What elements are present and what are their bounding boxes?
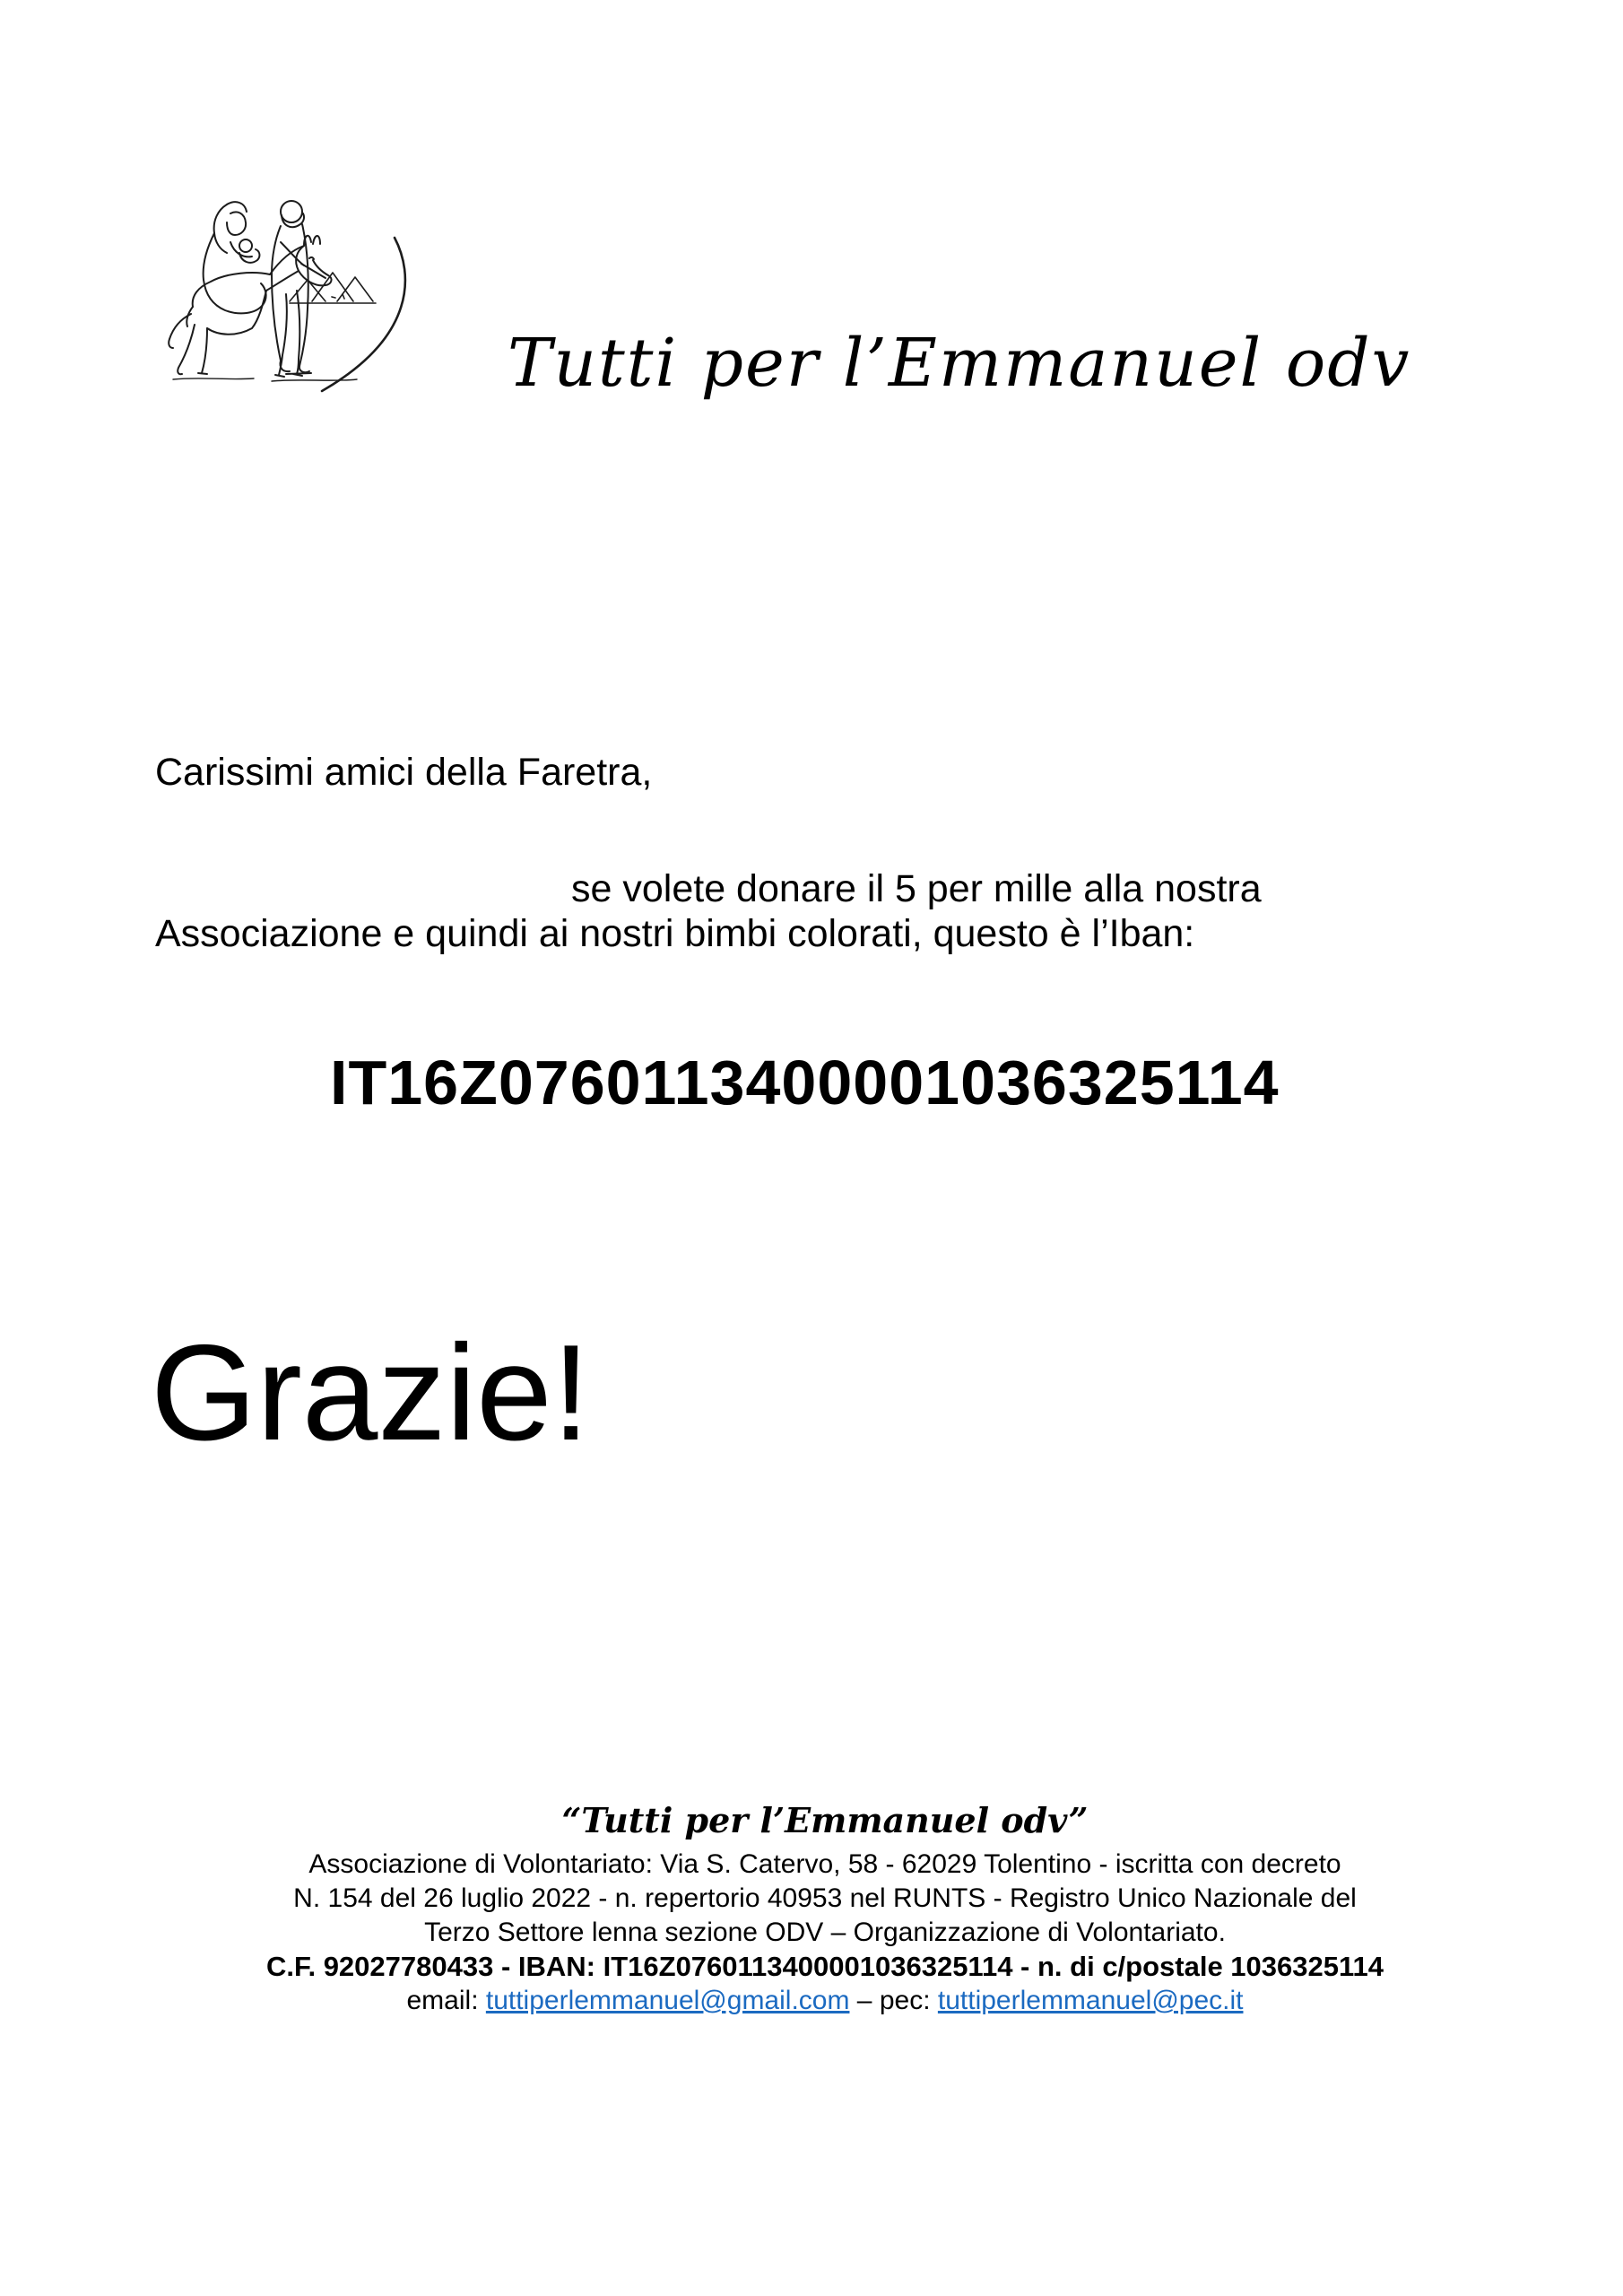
iban-value: IT16Z0760113400001036325114 [330,1048,1280,1118]
email-label: email: [406,1986,486,2015]
pec-link[interactable]: tuttiperlemmanuel@pec.it [937,1986,1244,2015]
salutation: Carissimi amici della Faretra, [155,751,653,794]
footer-address-line-1: Associazione di Volontariato: Via S. Catervo, 58 - 62029 Tolentino - iscritta con decreto [308,1849,1341,1879]
footer-org-name-script: “Tutti per l’Emmanuel odv” [561,1800,1089,1840]
email-link[interactable]: tuttiperlemmanuel@gmail.com [485,1986,850,2015]
pec-label: – pec: [849,1986,938,2015]
footer-contact-line [13,1984,1623,2018]
footer [13,1794,1623,2018]
org-title-script: Tutti per l’Emmanuel odv [508,325,1411,402]
donation-paragraph [155,866,1262,956]
flight-into-egypt-illustration [155,188,411,399]
footer-address-line-2: N. 154 del 26 luglio 2022 - n. repertorio 40953 nel RUNTS - Registro Unico Nazionale del [293,1883,1357,1913]
flight-into-egypt-logo [155,188,411,399]
paragraph-line-2: Associazione e quindi ai nostri bimbi colorati, questo è l’Iban: [155,912,1195,955]
paragraph-line-1: se volete donare il 5 per mille alla nostra [571,867,1262,910]
thanks-text: Grazie! [151,1317,590,1469]
footer-fiscal-line: C.F. 92027780433 - IBAN: IT16Z0760113400001036325114 - n. di c/postale 1036325114 [265,1951,1384,1982]
footer-address-line-3: Terzo Settore lenna sezione ODV – Organizzazione di Volontariato. [424,1918,1226,1947]
